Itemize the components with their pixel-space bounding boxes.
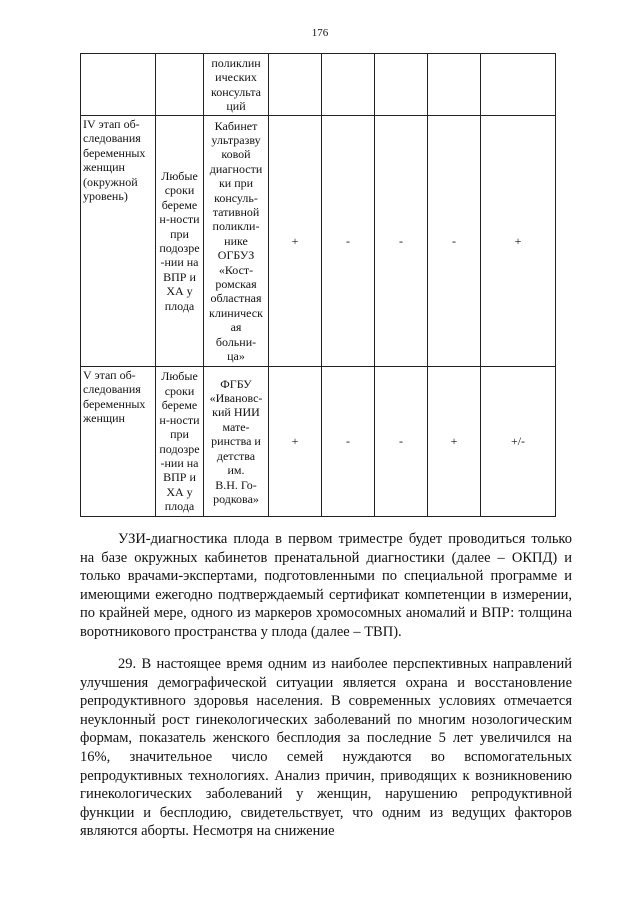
cell-mark: -	[428, 116, 481, 367]
paragraph-ultrasound-text: УЗИ-диагностика плода в первом триместре будет проводиться только на базе окружных кабинетов пренатальной диагностики (далее – ОКПД) и только врачами-экспертами, подготовленными по специальной программе и имеющими ежегодно подтверждаемый сертификат компетенции в измерении, по крайней мере, одного из маркеров хромосомных аномалий и ВПР: толщина воротникового пространства у плода (далее – ТВП).	[80, 531, 572, 640]
place-line: ая	[230, 320, 242, 335]
stage-line: (окружной	[83, 174, 138, 189]
cell-stage	[81, 54, 156, 116]
stage-line: IV этап об-	[83, 117, 140, 131]
cell-mark: +/-	[481, 367, 556, 517]
place-line: диагности	[209, 161, 263, 176]
screening-stages-table	[80, 53, 556, 517]
place-line: «Кост-	[218, 262, 254, 277]
cell-stage	[81, 116, 156, 367]
term-line: при	[170, 226, 189, 241]
place-line: детства	[216, 448, 256, 463]
cell-stage	[81, 367, 156, 517]
cell-mark	[322, 54, 375, 116]
cell-term	[156, 116, 204, 367]
place-line: ФГБУ	[220, 376, 252, 391]
cell-mark	[269, 54, 322, 116]
cell-mark: -	[375, 116, 428, 367]
place-line: областная	[210, 291, 262, 306]
term-line: береме	[161, 398, 198, 413]
table-row	[81, 367, 556, 517]
place-line: ца»	[227, 349, 245, 364]
term-line: плода	[164, 298, 195, 313]
cell-mark: -	[375, 367, 428, 517]
term-line: плода	[164, 499, 195, 514]
place-line: тативной	[212, 204, 260, 219]
cell-place	[204, 116, 269, 367]
term-line: Любые	[161, 369, 198, 384]
cell-mark: +	[428, 367, 481, 517]
table-row	[81, 116, 556, 367]
term-line: Любые	[161, 168, 198, 183]
place-line: ОГБУЗ	[217, 248, 255, 263]
term-line: сроки	[164, 383, 195, 398]
place-line: родкова»	[213, 491, 259, 506]
term-line: при	[170, 427, 189, 442]
term-line: н-ности	[159, 212, 200, 227]
cell-mark: +	[481, 116, 556, 367]
term-line: -нии на	[160, 455, 199, 470]
stage-line: следования	[83, 131, 141, 146]
paragraph-29-text: 29. В настоящее время одним из наиболее перспективных направлений улучшения демографической ситуации является охрана и восстановление репродуктивного здоровья населения. В современных условиях отмечается неуклонный рост гинекологических заболеваний по многим нозологическим формам, показатель женского бесплодия за последние 5 лет увеличился на 16%, значительное число семей нуждаются во вспомогательных репродуктивных технологиях. Анализ причин, приводящих к возникновению гинекологических заболеваний у женщин, нарушению репродуктивной функции и бесплодию, свидетельствует, что одним из ведущих факторов являются аборты. Несмотря на снижение	[80, 656, 572, 840]
place-line: ических	[215, 70, 257, 85]
place-line: больни-	[215, 334, 257, 349]
place-line: мате-	[222, 419, 250, 434]
page-number: 176	[311, 27, 329, 39]
place-line: консуль-	[214, 190, 258, 205]
place-line: им.	[227, 463, 245, 478]
place-line: ций	[226, 98, 246, 113]
place-line: клиническ	[209, 305, 263, 320]
place-line: «Ивановс-	[209, 391, 263, 406]
place-line: Кабинет	[214, 118, 258, 133]
cell-mark	[428, 54, 481, 116]
place-line: кий НИИ	[212, 405, 260, 420]
place-line: ринства и	[211, 434, 261, 449]
term-line: -нии на	[160, 255, 199, 270]
cell-term	[156, 54, 204, 116]
cell-place	[204, 367, 269, 517]
term-line: береме	[161, 197, 198, 212]
cell-mark: +	[269, 367, 322, 517]
cell-place	[204, 54, 269, 116]
cell-mark: -	[322, 367, 375, 517]
cell-mark	[481, 54, 556, 116]
place-line: ковой	[221, 147, 251, 162]
term-line: ВПР и	[163, 269, 196, 284]
place-line: консульта	[210, 84, 261, 99]
paragraph-29	[80, 655, 572, 841]
cell-term	[156, 367, 204, 517]
stage-line: женщин	[83, 411, 125, 426]
place-line: поликлин	[211, 55, 261, 70]
stage-line: V этап об-	[83, 368, 136, 382]
term-line: ХА у	[166, 484, 193, 499]
term-line: подозре	[159, 241, 200, 255]
stage-line: беременных	[83, 396, 146, 411]
stage-line: следования	[83, 382, 141, 397]
cell-mark: +	[269, 116, 322, 367]
place-line: В.Н. Го-	[215, 477, 257, 492]
term-line: ХА у	[166, 284, 193, 299]
term-line: сроки	[164, 183, 195, 198]
table-row	[81, 54, 556, 116]
place-line: ультразву	[211, 132, 261, 147]
cell-mark: -	[322, 116, 375, 367]
term-line: подозре	[159, 441, 200, 456]
term-line: ВПР и	[163, 470, 196, 485]
place-line: поликли-	[212, 219, 260, 234]
paragraph-ultrasound	[80, 530, 572, 642]
place-line: ромская	[215, 277, 257, 292]
stage-line: беременных	[83, 145, 146, 160]
cell-mark	[375, 54, 428, 116]
place-line: нике	[224, 233, 248, 248]
stage-line: уровень)	[83, 189, 128, 204]
place-line: ки при	[218, 176, 254, 191]
stage-line: женщин	[83, 160, 125, 175]
term-line: н-ности	[159, 412, 200, 427]
